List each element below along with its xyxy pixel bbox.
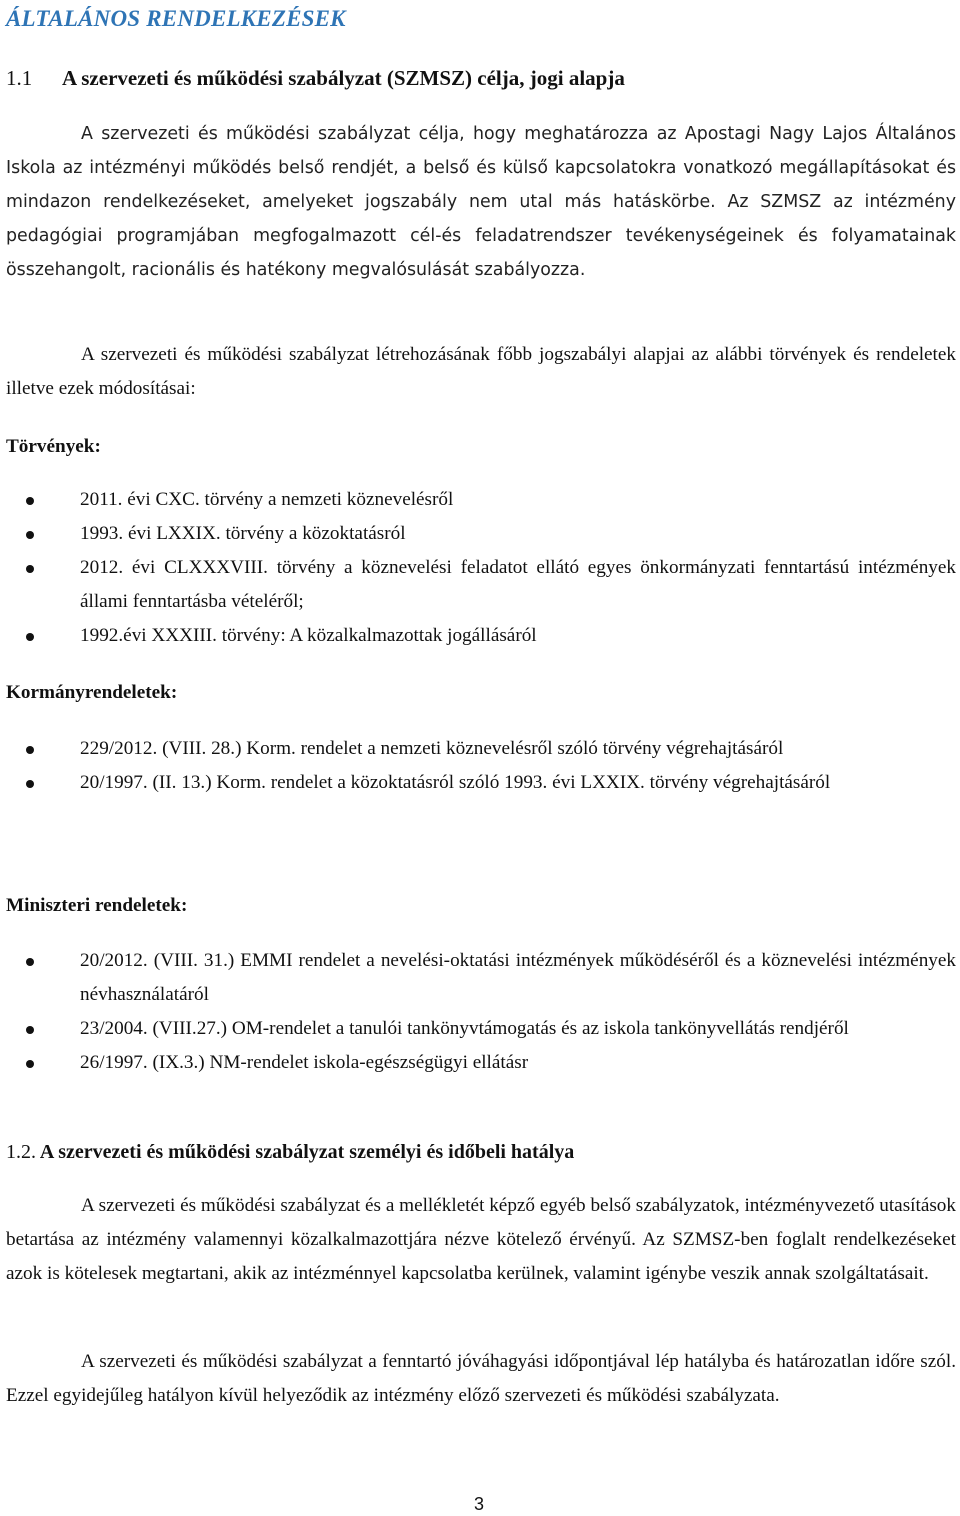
ministerial-decrees-list [6, 944, 956, 1080]
scope-paragraph: A szervezeti és működési szabályzat és a mellékletét képző egyéb belső szabályzatok, intézményvezető utasítások betartása az intézmény valamennyi közalkalmazottjára nézve kötelező érvényű. Az SZMSZ-ben foglalt rendelkezéseket azok is kötelesek megtartani, akik az intézménnyel kapcsolatba kerülnek, valamint igénybe veszik annak szolgáltatásait. [6, 1195, 956, 1284]
section-title: A szervezeti és működési szabályzat (SZMSZ) célja, jogi alapja [62, 66, 625, 90]
bullet-icon [26, 1026, 34, 1034]
purpose-paragraph: A szervezeti és működési szabályzat célja, hogy meghatározza az Apostagi Nagy Lajos Általános Iskola az intézményi működés belső rendjét, a belső és külső kapcsolatokra vonatkozó megállapításokat és mindazon rendelkezéseket, amelyeket jogszabály nem utal más hatáskörbe. Az SZMSZ az intézmény pedagógiai programjában megfogalmazott cél-és feladatrendszer tevékenységeinek és folyamatainak összehangolt, racionális és hatékony megvalósulását szabályozza. [6, 124, 956, 280]
document-title: ÁLTALÁNOS RENDELKEZÉSEK [6, 6, 346, 31]
bullet-icon [26, 746, 34, 754]
section-1-1-heading [6, 66, 625, 91]
list-item: 26/1997. (IX.3.) NM-rendelet iskola-egészségügyi ellátásr [6, 1046, 956, 1080]
laws-list [6, 483, 956, 653]
effect-paragraph: A szervezeti és működési szabályzat a fenntartó jóváhagyási időpontjával lép hatályba és határozatlan időre szól. Ezzel egyidejűleg hatályon kívül helyeződik az intézmény előző szervezeti és működési szabályzata. [6, 1351, 956, 1406]
list-item: 1993. évi LXXIX. törvény a közoktatásról [6, 517, 956, 551]
bullet-icon [26, 531, 34, 539]
list-item: 23/2004. (VIII.27.) OM-rendelet a tanulói tankönyvtámogatás és az iskola tankönyvellátás rendjéről [6, 1012, 956, 1046]
ministerial-decrees-heading: Miniszteri rendeletek: [6, 895, 188, 916]
list-item: 20/1997. (II. 13.) Korm. rendelet a közoktatásról szóló 1993. évi LXXIX. törvény végrehajtásáról [6, 766, 956, 800]
government-decrees-list [6, 732, 956, 800]
section-title: A szervezeti és működési szabályzat személyi és időbeli hatálya [39, 1141, 575, 1163]
list-item: 2011. évi CXC. törvény a nemzeti köznevelésről [6, 483, 956, 517]
bullet-icon [26, 780, 34, 788]
bullet-icon [26, 633, 34, 641]
bullet-icon [26, 565, 34, 573]
government-decrees-heading: Kormányrendeletek: [6, 682, 178, 703]
section-number: 1.1 [6, 66, 33, 90]
list-item: 2012. évi CLXXXVIII. törvény a köznevelési feladatot ellátó egyes önkormányzati fenntartású intézmények állami fenntartásba vételéről; [6, 551, 956, 619]
bullet-icon [26, 958, 34, 966]
legal-basis-paragraph: A szervezeti és működési szabályzat létrehozásának főbb jogszabályi alapjai az alábbi törvények és rendeletek illetve ezek módosításai: [6, 344, 956, 399]
section-number: 1.2. [6, 1141, 36, 1163]
list-item: 229/2012. (VIII. 28.) Korm. rendelet a nemzeti köznevelésről szóló törvény végrehajtásáról [6, 732, 956, 766]
bullet-icon [26, 497, 34, 505]
laws-heading: Törvények: [6, 436, 101, 457]
list-item: 1992.évi XXXIII. törvény: A közalkalmazottak jogállásáról [6, 619, 956, 653]
section-1-2-heading [6, 1135, 574, 1169]
bullet-icon [26, 1060, 34, 1068]
list-item: 20/2012. (VIII. 31.) EMMI rendelet a nevelési-oktatási intézmények működéséről és a köznevelési intézmények névhasználatáról [6, 944, 956, 1012]
page-number: 3 [474, 1494, 485, 1514]
